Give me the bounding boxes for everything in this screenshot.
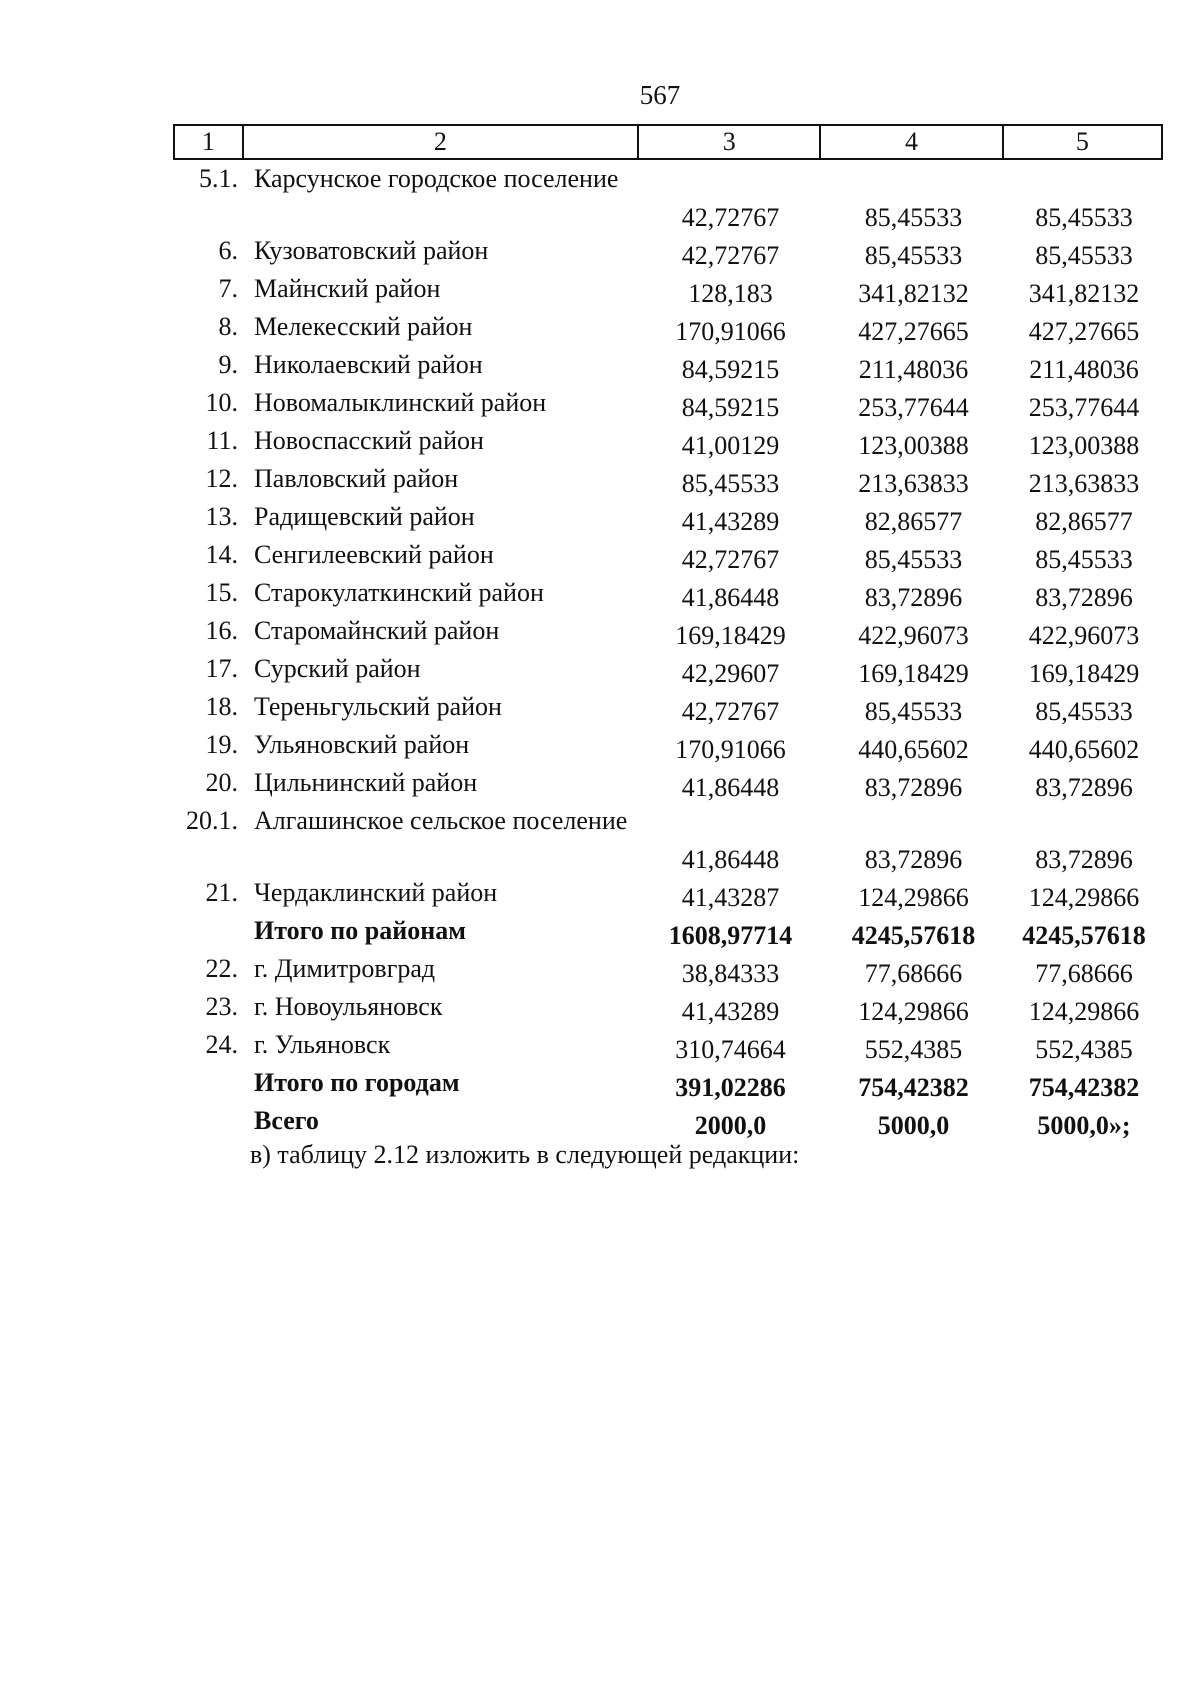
table-row [173,952,1163,990]
value-col-4: 83,72896 [864,773,963,802]
row-name: Старомайнский район [254,616,500,645]
value-col-3: 170,91066 [675,735,786,764]
value-col-3: 42,29607 [681,659,780,688]
value-col-3: 38,84333 [681,959,780,988]
row-name: Павловский район [254,464,459,493]
value-col-3: 41,86448 [681,583,780,612]
value-col-3: 42,72767 [681,697,780,726]
value-col-4: 552,4385 [864,1035,963,1064]
row-name: г. Ульяновск [254,1030,391,1059]
row-number: 9. [218,350,238,379]
table-row [173,500,1163,538]
table-row [173,576,1163,614]
row-number: 19. [205,730,238,759]
table-header [173,124,1163,160]
value-col-3: 42,72767 [681,203,780,232]
value-col-4: 169,18429 [858,659,969,688]
value-col-4: 427,27665 [858,317,969,346]
value-col-5: 440,65602 [1028,735,1140,764]
value-col-4: 4245,57618 [851,921,976,950]
table-total-row [173,1066,1163,1104]
row-number: 13. [205,502,238,531]
value-col-3: 310,74664 [675,1035,786,1064]
value-col-4: 253,77644 [858,393,969,422]
value-col-5: 85,45533 [1035,203,1133,232]
table-row [173,652,1163,690]
page-number: 567 [639,80,681,110]
value-col-3: 41,43289 [681,997,780,1026]
value-col-4: 440,65602 [858,735,969,764]
table-row [173,234,1163,272]
row-number: 21. [205,878,238,907]
row-number: 17. [205,654,238,683]
row-name: г. Димитровград [254,954,436,983]
table-row [173,614,1163,652]
value-col-5: 422,96073 [1028,621,1140,650]
row-number: 6. [218,236,238,265]
row-name: Кузоватовский район [254,236,489,265]
header-col-1: 1 [175,126,244,158]
value-col-5: 77,68666 [1035,959,1133,988]
row-name: Старокулаткинский район [254,578,544,607]
row-number: 12. [205,464,238,493]
value-col-5: 213,63833 [1028,469,1140,498]
value-col-4: 83,72896 [864,845,963,874]
row-number [173,1066,242,1104]
value-col-5: 83,72896 [1035,583,1133,612]
table-row [173,462,1163,500]
row-name: Николаевский район [254,350,483,379]
table-row [173,538,1163,576]
value-col-3: 42,72767 [681,241,780,270]
row-number: 10. [205,388,238,417]
row-name: Всего [254,1106,319,1135]
table-row [173,990,1163,1028]
value-col-4: 82,86577 [864,507,963,536]
value-col-3: 41,43289 [681,507,780,536]
value-col-4: 85,45533 [864,545,963,574]
row-number: 24. [205,1030,238,1059]
value-col-5: 85,45533 [1035,241,1133,270]
value-col-3: 41,43287 [681,883,780,912]
row-number: 18. [205,692,238,721]
value-col-5: 169,18429 [1028,659,1140,688]
value-col-4: 83,72896 [864,583,963,612]
value-col-4: 123,00388 [858,431,969,460]
value-col-3: 85,45533 [681,469,780,498]
value-col-4: 124,29866 [858,883,969,912]
table-row [173,766,1163,804]
value-col-5: 341,82132 [1028,279,1140,308]
value-col-3: 41,86448 [681,845,780,874]
value-col-4: 85,45533 [864,203,963,232]
table-row [173,690,1163,728]
table-row [173,310,1163,348]
table-body [173,162,1163,1142]
row-name: Майнский район [254,274,441,303]
row-name: Сенгилеевский район [254,540,494,569]
table-row [173,348,1163,386]
value-col-5: 211,48036 [1029,355,1139,384]
table-row [173,386,1163,424]
row-name: Мелекесский район [254,312,473,341]
header-col-3: 3 [639,126,821,158]
row-name: Ульяновский район [254,730,470,759]
value-col-4: 422,96073 [858,621,969,650]
value-col-5: 427,27665 [1028,317,1140,346]
value-col-3: 128,183 [688,279,773,308]
row-name: Сурский район [254,654,421,683]
value-col-3: 1608,97714 [668,921,793,950]
value-col-3: 84,59215 [681,355,780,384]
value-col-4: 754,42382 [858,1073,969,1102]
header-col-4: 4 [821,126,1003,158]
row-number: 7. [218,274,238,303]
row-name: Радищевский район [254,502,475,531]
row-number: 16. [205,616,238,645]
row-number [173,914,242,952]
footer-instruction: в) таблицу 2.12 изложить в следующей редакции: [250,1140,800,1169]
value-col-5: 5000,0»; [1037,1111,1131,1140]
value-col-4: 5000,0 [877,1111,950,1140]
value-col-5: 754,42382 [1028,1073,1140,1102]
value-col-3: 169,18429 [675,621,786,650]
table-row [173,1028,1163,1066]
row-name: Чердаклинский район [254,878,498,907]
row-number: 11. [206,426,238,455]
value-col-5: 82,86577 [1035,507,1133,536]
value-col-5: 4245,57618 [1022,921,1146,950]
value-col-4: 124,29866 [858,997,969,1026]
table-row [173,876,1163,914]
row-number: 8. [218,312,238,341]
header-col-2: 2 [244,126,639,158]
value-col-3: 41,00129 [681,431,780,460]
value-col-5: 124,29866 [1028,997,1140,1026]
row-name: Карсунское городское поселение [254,164,619,193]
value-col-3: 170,91066 [675,317,786,346]
row-number: 14. [205,540,238,569]
value-col-5: 83,72896 [1035,773,1133,802]
row-name: Тереньгульский район [254,692,502,721]
value-col-5: 85,45533 [1035,697,1133,726]
row-name: Итого по городам [254,1068,460,1097]
value-col-4: 77,68666 [864,959,963,988]
row-number [173,1104,242,1142]
row-name: г. Новоульяновск [254,992,443,1021]
table-row [173,728,1163,766]
row-name: Алгашинское сельское поселение [254,806,628,835]
row-number: 20.1. [186,806,238,835]
table-total-row [173,1104,1163,1142]
value-col-4: 85,45533 [864,697,963,726]
value-col-4: 85,45533 [864,241,963,270]
value-col-3: 2000,0 [694,1111,767,1140]
value-col-3: 41,86448 [681,773,780,802]
row-name: Новомалыклинский район [254,388,547,417]
value-col-4: 213,63833 [858,469,969,498]
value-col-3: 42,72767 [681,545,780,574]
value-col-3: 391,02286 [675,1073,786,1102]
table-row [173,272,1163,310]
row-number: 23. [205,992,238,1021]
row-number: 22. [205,954,238,983]
value-col-5: 552,4385 [1035,1035,1133,1064]
row-name: Итого по районам [254,916,466,945]
value-col-5: 85,45533 [1035,545,1133,574]
header-col-5: 5 [1075,127,1089,156]
row-number: 5.1. [199,164,238,193]
value-col-5: 123,00388 [1028,431,1140,460]
value-col-4: 341,82132 [858,279,969,308]
table-row [173,804,1163,876]
row-name: Цильнинский район [254,768,478,797]
table-row [173,424,1163,462]
value-col-5: 83,72896 [1035,845,1133,874]
row-name: Новоспасский район [254,426,484,455]
row-number: 15. [205,578,238,607]
value-col-3: 84,59215 [681,393,780,422]
value-col-4: 211,48036 [858,355,969,384]
value-col-5: 124,29866 [1028,883,1140,912]
table-total-row [173,914,1163,952]
table-row [173,162,1163,234]
row-number: 20. [205,768,238,797]
value-col-5: 253,77644 [1028,393,1140,422]
